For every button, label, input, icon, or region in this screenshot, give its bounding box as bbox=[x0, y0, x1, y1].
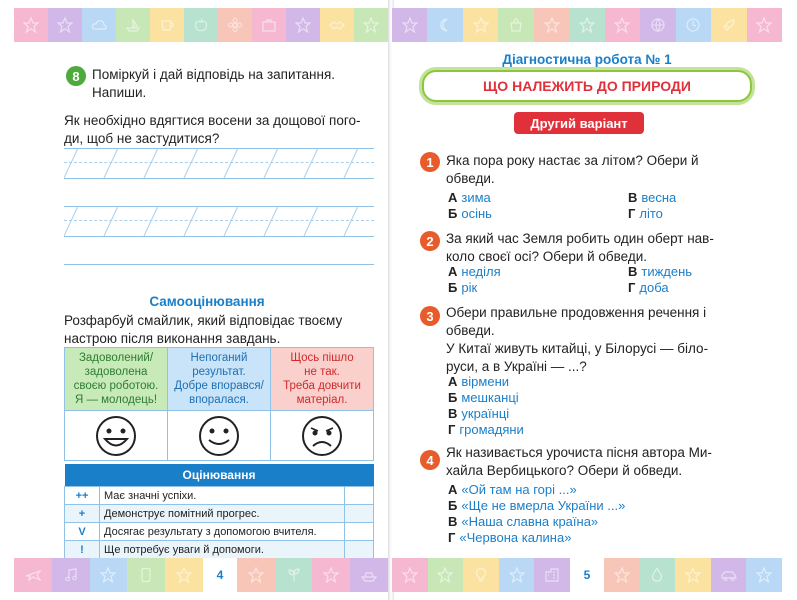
question-number-badge: 3 bbox=[420, 306, 440, 326]
question-number-badge: 2 bbox=[420, 231, 440, 251]
apple-icon bbox=[193, 17, 209, 33]
smile-face-icon[interactable] bbox=[197, 414, 241, 458]
answer-option[interactable]: В українці bbox=[448, 406, 510, 421]
star-icon bbox=[614, 17, 630, 33]
decorative-tile bbox=[427, 8, 462, 42]
task-instruction-line2: Напиши. bbox=[92, 85, 147, 100]
table-row: ++ Має значні успіхи. bbox=[65, 487, 374, 505]
task-instruction-line1: Поміркуй і дай відповідь на запитання. bbox=[92, 67, 335, 82]
globe-icon bbox=[650, 17, 666, 33]
decorative-tile bbox=[82, 8, 116, 42]
drop-icon bbox=[649, 567, 665, 583]
star-icon bbox=[685, 567, 701, 583]
decorative-tile bbox=[184, 8, 218, 42]
decorative-tile bbox=[499, 558, 535, 592]
mark-cell[interactable] bbox=[345, 505, 374, 523]
plant-icon bbox=[286, 567, 302, 583]
decorative-tile bbox=[218, 8, 252, 42]
rocket-icon bbox=[721, 17, 737, 33]
mark-cell[interactable] bbox=[345, 487, 374, 505]
table-row: ! Ще потребує уваги й допомоги. bbox=[65, 541, 374, 559]
variant-label: Другий варіант bbox=[514, 112, 644, 134]
question-text: Яка пора року настає за літом? Обери й обведи. bbox=[446, 153, 699, 186]
decorative-tile bbox=[14, 558, 52, 592]
answer-option[interactable]: А неділя bbox=[448, 264, 501, 279]
star-icon bbox=[363, 17, 379, 33]
answer-option[interactable]: Г доба bbox=[628, 280, 669, 295]
self-assessment-title: Самооцінювання bbox=[149, 294, 265, 309]
question-line2: ди, щоб не застудитися? bbox=[64, 131, 220, 146]
question-line1: Як необхідно вдягтися восени за дощової пого- bbox=[64, 113, 361, 128]
question-number-badge: 1 bbox=[420, 152, 440, 172]
car-icon bbox=[721, 567, 737, 583]
mood-option-happy[interactable] bbox=[64, 347, 168, 461]
decorative-tile bbox=[14, 8, 48, 42]
answer-option[interactable]: Г громадяни bbox=[448, 422, 524, 437]
decorative-tile bbox=[569, 8, 604, 42]
answer-option[interactable]: Б осінь bbox=[448, 206, 492, 221]
evaluation-title: Оцінювання bbox=[65, 464, 374, 487]
star-icon bbox=[756, 17, 772, 33]
happy-face-icon[interactable] bbox=[94, 414, 138, 458]
decorative-tile bbox=[640, 8, 675, 42]
star-icon bbox=[402, 567, 418, 583]
question-text: Обери правильне продовження речення і обведи. У Китаї живуть китайці, у Білорусі — біло- руси, а в Україні — ...? bbox=[446, 305, 709, 374]
self-assessment-line2: настрою після виконання завдань. bbox=[64, 331, 281, 346]
answer-option[interactable]: А зима bbox=[448, 190, 491, 205]
left-page bbox=[14, 8, 388, 592]
answer-option[interactable]: Г літо bbox=[628, 206, 663, 221]
right-page bbox=[392, 8, 782, 592]
decorative-tile bbox=[498, 8, 533, 42]
sad-face-icon[interactable] bbox=[300, 414, 344, 458]
decorative-tile bbox=[605, 8, 640, 42]
music-icon bbox=[63, 567, 79, 583]
decorative-tile bbox=[127, 558, 165, 592]
decorative-tile-strip-top bbox=[14, 8, 388, 42]
decorative-tile bbox=[463, 8, 498, 42]
ship-icon bbox=[361, 567, 377, 583]
answer-option[interactable]: В весна bbox=[628, 190, 677, 205]
star-icon bbox=[100, 567, 116, 583]
table-row: V Досягає результату з допомогою вчителя. bbox=[65, 523, 374, 541]
answer-writing-lines[interactable] bbox=[64, 148, 374, 268]
decorative-tile bbox=[312, 558, 350, 592]
decorative-tile bbox=[711, 8, 746, 42]
decorative-tile bbox=[237, 558, 275, 592]
diagnostic-title: Діагностична робота № 1 bbox=[502, 52, 672, 67]
decorative-tile bbox=[747, 8, 782, 42]
mood-label: Щось пішло не так. Треба довчити матеріал. bbox=[271, 348, 373, 410]
star-icon bbox=[756, 567, 772, 583]
bag-icon bbox=[508, 17, 524, 33]
decorative-tile bbox=[392, 8, 427, 42]
decorative-tile bbox=[675, 558, 711, 592]
answer-option[interactable]: Б рік bbox=[448, 280, 478, 295]
briefcase-icon bbox=[261, 17, 277, 33]
mood-option-sad[interactable] bbox=[271, 347, 374, 461]
evaluation-table bbox=[64, 464, 374, 559]
decorative-tile bbox=[165, 558, 203, 592]
mark-cell[interactable] bbox=[345, 523, 374, 541]
decorative-tile bbox=[428, 558, 464, 592]
decorative-tile bbox=[746, 558, 782, 592]
star-icon bbox=[176, 567, 192, 583]
decorative-tile bbox=[150, 8, 184, 42]
table-row: + Демонструє помітний прогрес. bbox=[65, 505, 374, 523]
mood-option-okay[interactable] bbox=[168, 347, 271, 461]
decorative-tile bbox=[463, 558, 499, 592]
decorative-tile bbox=[350, 558, 388, 592]
decorative-tile bbox=[52, 558, 90, 592]
page-number: 5 bbox=[570, 558, 604, 592]
flower-icon bbox=[227, 17, 243, 33]
star-icon bbox=[579, 17, 595, 33]
decorative-tile bbox=[604, 558, 640, 592]
mood-table bbox=[64, 347, 374, 461]
moon-icon bbox=[437, 17, 453, 33]
decorative-tile-strip-bottom bbox=[392, 558, 782, 592]
decorative-tile-strip-top bbox=[392, 8, 782, 42]
decorative-tile bbox=[534, 8, 569, 42]
decorative-tile bbox=[354, 8, 388, 42]
plane-icon bbox=[25, 567, 41, 583]
star-icon bbox=[544, 17, 560, 33]
star-icon bbox=[402, 17, 418, 33]
star-icon bbox=[437, 567, 453, 583]
decorative-tile bbox=[48, 8, 82, 42]
slant-guide-lines bbox=[64, 148, 374, 268]
star-icon bbox=[248, 567, 264, 583]
star-icon bbox=[57, 17, 73, 33]
question-text: За який час Земля робить один оберт нав- коло своєї осі? Обери й обведи. bbox=[446, 231, 714, 264]
decorative-tile bbox=[640, 558, 676, 592]
answer-option[interactable]: Б «Ще не вмерла України ...» bbox=[448, 498, 626, 513]
answer-option[interactable]: А «Ой там на горі ...» bbox=[448, 482, 577, 497]
answer-option[interactable]: Г «Червона калина» bbox=[448, 530, 572, 545]
mood-label: Задоволений/ задоволена своєю роботою. Я — молодець! bbox=[65, 348, 167, 410]
decorative-tile bbox=[392, 558, 428, 592]
question-number-badge: 4 bbox=[420, 450, 440, 470]
boat-icon bbox=[125, 17, 141, 33]
decorative-tile bbox=[320, 8, 354, 42]
decorative-tile bbox=[534, 558, 570, 592]
handshake-icon bbox=[329, 17, 345, 33]
decorative-tile bbox=[676, 8, 711, 42]
decorative-tile bbox=[116, 8, 150, 42]
star-icon bbox=[614, 567, 630, 583]
question-text: Як називається урочиста пісня автора Ми- хайла Вербицького? Обери й обведи. bbox=[446, 445, 712, 478]
clock-icon bbox=[685, 17, 701, 33]
page-number: 4 bbox=[203, 558, 237, 592]
star-icon bbox=[295, 17, 311, 33]
bulb-icon bbox=[473, 567, 489, 583]
decorative-tile bbox=[286, 8, 320, 42]
decorative-tile bbox=[275, 558, 313, 592]
answer-option[interactable]: В тиждень bbox=[628, 264, 693, 279]
building-icon bbox=[544, 567, 560, 583]
topic-banner: ЩО НАЛЕЖИТЬ ДО ПРИРОДИ bbox=[422, 70, 752, 102]
decorative-tile-strip-bottom bbox=[14, 558, 388, 592]
task-number-badge: 8 bbox=[66, 66, 86, 86]
mood-label: Непоганий результат. Добре впорався/ впоралася. bbox=[168, 348, 270, 410]
cup-icon bbox=[159, 17, 175, 33]
mark-cell[interactable] bbox=[345, 541, 374, 559]
self-assessment-line1: Розфарбуй смайлик, який відповідає твоєму bbox=[64, 313, 343, 328]
decorative-tile bbox=[252, 8, 286, 42]
answer-option[interactable]: А вірмени bbox=[448, 374, 510, 389]
answer-option[interactable]: В «Наша славна країна» bbox=[448, 514, 599, 529]
phone-icon bbox=[138, 567, 154, 583]
star-icon bbox=[473, 17, 489, 33]
star-icon bbox=[23, 17, 39, 33]
star-icon bbox=[323, 567, 339, 583]
decorative-tile bbox=[90, 558, 128, 592]
answer-option[interactable]: Б мешканці bbox=[448, 390, 519, 405]
decorative-tile bbox=[711, 558, 747, 592]
cloud-icon bbox=[91, 17, 107, 33]
star-icon bbox=[509, 567, 525, 583]
